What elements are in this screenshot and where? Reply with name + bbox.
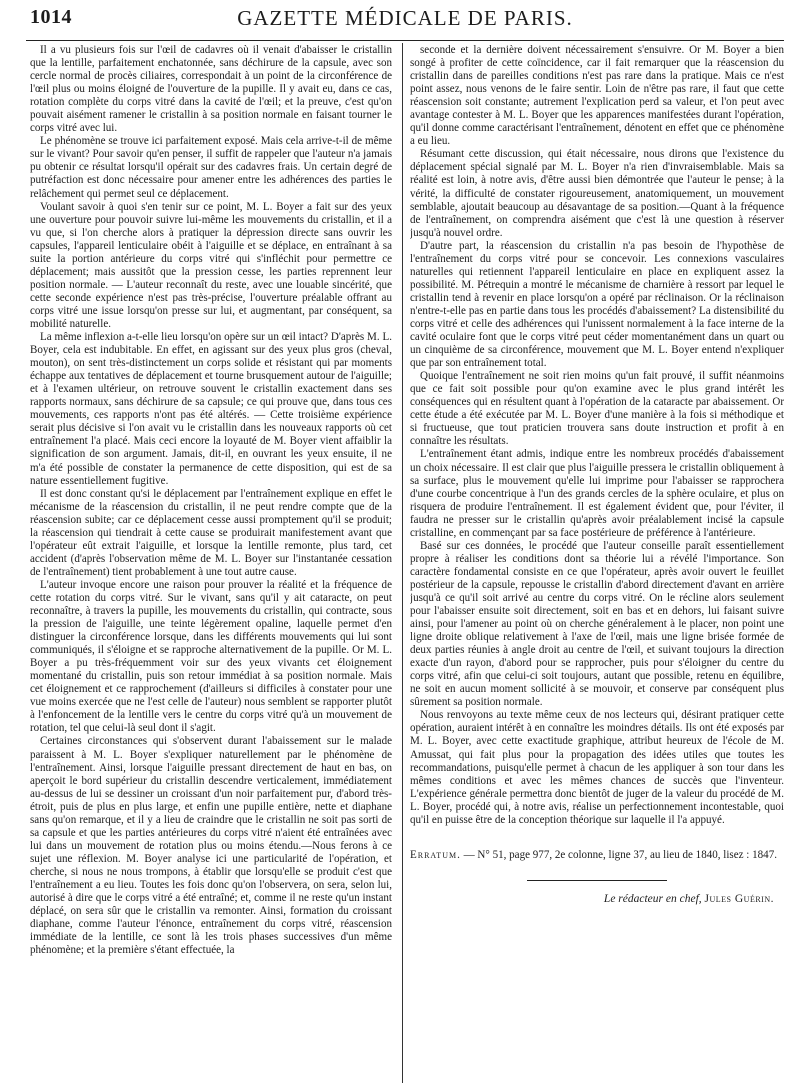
paragraph: Il a vu plusieurs fois sur l'œil de cadavres où il venait d'abaisser le cristallin que la lentille, parfaitement enchatonnée, sans déchirure de la capsule, avec son cercle normal de procès ciliaires, correspondait à un point de la circonférence de l'œil plus ou moins éloigné de l'ouverture de la pupille. Il y avait eu, dans ce cas, rotation complète du corps vitré dans la cavité de l'œil; et la preuve, c'est qu'on pouvait aisément ramener le cristallin à sa position normale en faisant tourner le corps vitré avec lui.	[30, 44, 392, 135]
column-divider	[402, 43, 403, 1083]
closing-rule	[527, 880, 667, 881]
paragraph: Quoique l'entraînement ne soit rien moins qu'un fait prouvé, il suffit néanmoins que ce fait soit possible pour qu'on examine avec le plus grand intérêt les conséquences qui en résultent quant à l'opération de la cataracte par abaissement. Or cette étude a été exécutée par M. L. Boyer d'une manière à la fois si méthodique et si fructueuse, que tout praticien trouvera sans doute instruction et profit à en connaître les résultats.	[410, 370, 784, 448]
paragraph: Nous renvoyons au texte même ceux de nos lecteurs qui, désirant pratiquer cette opération, auraient intérêt à en connaître les moindres détails. Ils ont été exposés par M. L. Boyer, avec cette exactitude graphique, attribut heureux de l'école de M. Amussat, qui fait plus pour la propagation des idées utiles que toutes les recommandations, puisqu'elle permet à chacun de les appliquer à son tour dans les mêmes conditions et avec les mêmes chances de succès que l'inventeur. L'expérience générale permettra donc bientôt de juger de la valeur du procédé de M. L. Boyer, procédé qui, à notre avis, réalise un perfectionnement incontestable, quoi qu'il en puisse être de la conception théorique sur laquelle il l'a appuyé.	[410, 709, 784, 826]
editor-name: Jules Guérin.	[704, 892, 774, 905]
paragraph: D'autre part, la réascension du cristallin n'a pas besoin de l'hypothèse de l'entraînement du corps vitré pour se concevoir. Les connexions vasculaires naturelles qui retiennent l'appareil lenticulaire en place en expliquent assez la possibilité. M. Pétrequin a montré le mécanisme de charnière à ressort par lequel le cristallin tend à revenir en place lorsqu'on a opéré par réclinaison. Or la réclinaison n'entre-t-elle pas en partie dans tous les procédés d'abaissement? La distensibilité du corps vitré et celle des adhérences qui l'unissent normalement à la face interne de la cavité oculaire font que le corps vitré peut céder momentanément dans un quart ou un cinquième de sa circonférence, mouvement que M. L. Boyer entend n'expliquer que par son entraînement total.	[410, 239, 784, 370]
paragraph: L'entraînement étant admis, indique entre les nombreux procédés d'abaissement un choix nécessaire. Il est clair que plus l'aiguille pressera le cristallin obliquement à sa surface, plus le mouvement qu'elle lui imprime pour l'abaisser se rapprochera d'une courbe concentrique à l'un des grands cercles de la sphère oculaire, et plus on risquera de produire l'entraînement. Il est également évident que, pour l'éviter, il faudra ne presser sur le cristallin qu'après avoir préalablement incisé la capsule cristalline, en commençant par sa face postérieure de préférence à l'antérieure.	[410, 448, 784, 539]
paragraph: Il est donc constant qu'si le déplacement par l'entraînement explique en effet le mécanisme de la réascension du cristallin, il ne peut rendre compte que de la réascension subite; car ce déplacement cesse aussi promptement qu'il se produit; la réascension qui tiendrait à cette cause se produirait manifestement avant que l'opérateur eût extrait l'aiguille, et lorsque la lentille remonte, plus tard, cet accident (d'après l'observation même de M. L. Boyer sur l'instantanée cessation de l'entraînement) tient probablement à une tout autre cause.	[30, 487, 392, 578]
page-number: 1014	[30, 6, 72, 28]
erratum-text: — N° 51, page 977, 2e colonne, ligne 37, au lieu de 1840, lisez : 1847.	[460, 848, 777, 861]
paragraph: seconde et la dernière doivent nécessairement s'ensuivre. Or M. Boyer a bien songé à profiter de cette coïncidence, car il fait remarquer que la réascension du cristallin dans de pareilles conditions n'est pas rare dans la pratique. Mais ce n'est point assez, nous venons de le faire sentir. Loin de n'être pas rare, il faut que cette réascension soit constante; autrement l'explication perd sa valeur, et l'on peut avec avantage contester à M. L. Boyer que les apparences manifestées durant l'opération, qu'il donne comme caractérisant l'entraînement, dénotent en effet que ce phénomène a eu lieu.	[410, 44, 784, 148]
editor-role: Le rédacteur en chef,	[603, 892, 702, 905]
editor-signature	[410, 893, 784, 905]
paragraph: L'auteur invoque encore une raison pour prouver la réalité et la fréquence de cette rotation du corps vitré. Sur le vivant, sans qu'il y ait cataracte, on peut reconnaître, à travers la pupille, les mouvements du cristallin, qui contracte, sous la pression de l'aiguille, une teinte légèrement opaline, laquelle permet d'en distinguer la circonférence lorsque, dans les différents mouvements qui lui sont communiqués, il s'éloigne et se rapproche alternativement de la pupille. Or M. L. Boyer a pu très-fréquemment voir sur des yeux vivants cet éloignement momentané du cristallin, puis son retour immédiat à sa position normale. Mais cet éloignement et ce rapprochement (d'ailleurs si difficiles à constater pour une vue moins exercée que ne l'est celle de l'auteur) nous semblent se rapporter plutôt à l'enfoncement de la lentille vers le centre du corps vitré qu'à un mouvement de rotation, tel que celui-là seul dont il s'agit.	[30, 578, 392, 735]
journal-title: GAZETTE MÉDICALE DE PARIS.	[237, 6, 573, 30]
paragraph: Voulant savoir à quoi s'en tenir sur ce point, M. L. Boyer a fait sur des yeux une ouverture pour pouvoir suivre lui-même les mouvements du cristallin, et il a vu que, si l'on cherche alors à pratiquer la dépression directe sans ouvrir les capsules, l'appareil lenticulaire obéit à l'aiguille et se déplace, en entraînant à sa suite la portion antérieure du corps vitré qui s'infléchit pour permettre ce déplacement; mais aussitôt que la pression cesse, les parties reprennent leur position normale. — L'auteur reconnaît du reste, avec une louable sincérité, que cette seconde expérience n'est pas très-précise, l'ouverture préalable offrant au corps vitré une issue lorsqu'on presse sur lui, et augmentant, par conséquent, sa mobilité naturelle.	[30, 200, 392, 330]
paragraph: Le phénomène se trouve ici parfaitement exposé. Mais cela arrive-t-il de même sur le vivant? Pour savoir qu'en penser, il suffit de rappeler que l'auteur n'a jamais pu obtenir ce résultat lorsqu'il opérait sur des cadavres frais. Un certain degré de putréfaction est donc nécessaire pour amener entre les adhérences des parties le relâchement qui permet seul ce déplacement.	[30, 135, 392, 200]
erratum-label: Erratum.	[410, 848, 461, 861]
paragraph: Résumant cette discussion, qui était nécessaire, nous dirons que l'existence du déplacement spécial signalé par M. L. Boyer n'a rien d'invraisemblable. Mais sa réalité est loin, à notre avis, d'être aussi bien démontrée que l'auteur le pense; à la vérité, la difficulté de constater rigoureusement, anatomiquement, un mouvement semblable, ajoutait beaucoup au désavantage de sa position.—Quant à la fréquence de l'entraînement, on comprendra aisément que c'est là une question à réserver jusqu'à nouvel ordre.	[410, 148, 784, 239]
erratum-note	[410, 849, 784, 862]
paragraph: Certaines circonstances qui s'observent durant l'abaissement sur le malade paraissent à M. L. Boyer s'expliquer naturellement par le phénomène de l'entraînement. Ainsi, lorsque l'aiguille pressant directement de haut en bas, on aperçoit le bord supérieur du cristallin descendre verticalement, immédiatement au-dessus de lui se dessiner un croissant d'un noir parfaitement pur, d'abord très-étroit, puis de plus en plus large, et enfin une pupille entière, nette et diaphane sans qu'on remarque, et il y a lieu de craindre que le cristallin ne soit pas sorti de sa capsule et que les parties antérieures du corps vitré n'aient été entraînées avec lui dans un mouvement de rotation plus ou moins étendu.—Nous ferons à ce sujet une réflexion. M. Boyer analyse ici une particularité de l'opération, et cherche, si nous ne nous trompons, à établir que lorsqu'elle se produit c'est que l'entraînement a eu lieu. Toutes les fois donc qu'on l'observera, on sera, selon lui, autorisé à dire que le corps vitré a été entraîné; et, comme il ne reste qu'un instant déplacé, on sera sûr que le cristallin va remonter. Ainsi, formation du croissant diaphane, comme l'auteur l'énonce, entraînement du corps vitré, réascension immédiate de la lentille, ce sont là les trois phases successives d'un même phénomène; et la première s'étant effectuée, la	[30, 735, 392, 957]
left-column	[30, 44, 392, 1084]
paragraph: Basé sur ces données, le procédé que l'auteur conseille paraît essentiellement propre à réaliser les conditions dont sa théorie lui a révélé l'importance. Son caractère fondamental consiste en ce que l'opérateur, après avoir ouvert le feuillet postérieur de la capsule, repousse le cristallin d'abord directement d'avant en arrière jusqu'à ce qu'il soit arrivé au centre du corps vitré. On le récline alors seulement pour l'abaisser ensuite soit directement, soit en bas et en dehors, lui faisant suivre ainsi, pour l'amener au point où on cherche généralement à le placer, non point une ligne droite oblique relativement à l'axe de l'œil, mais une ligne brisée formée de deux parties réunies à angle droit au centre de l'œil, et suivant toujours la direction exacte d'un rayon, d'abord pour se rapprocher, puis pour s'éloigner du centre du corps vitré, afin que celui-ci soit toujours, autant que possible, retenu en équilibre, ne soit en aucun moment sollicité à se mouvoir, et conserve par conséquent plus sûrement sa position normale.	[410, 539, 784, 709]
paragraph: La même inflexion a-t-elle lieu lorsqu'on opère sur un œil intact? D'après M. L. Boyer, cela est indubitable. En effet, en agissant sur des yeux plus gros (cheval, mouton), on sent très-distinctement un corps solide et résistant qui par moments échappe aux tentatives de déplacement et tourne brusquement autour de l'aiguille; et à l'examen ultérieur, on retrouve souvent le cristallin exactement dans ses rapports normaux, sans déchirure de sa capsule; ce qui prouve que, dans tous ces mouvements, ces rapports n'ont pas été altérés. — Cette troisième expérience serait plus décisive si l'on avait vu le cristallin dans les nouveaux rapports où cet entraînement l'a placé. Mais ceci encore la loyauté de M. Boyer vient affaiblir la signification de son argument. Jamais, dit-il, en ouvrant les yeux ensuite, il ne m'a été possible de constater la permanence de cette disposition, qui est de sa nature essentiellement fugitive.	[30, 331, 392, 487]
right-column	[410, 44, 784, 1084]
page-header	[26, 4, 784, 38]
header-rule	[26, 40, 784, 41]
